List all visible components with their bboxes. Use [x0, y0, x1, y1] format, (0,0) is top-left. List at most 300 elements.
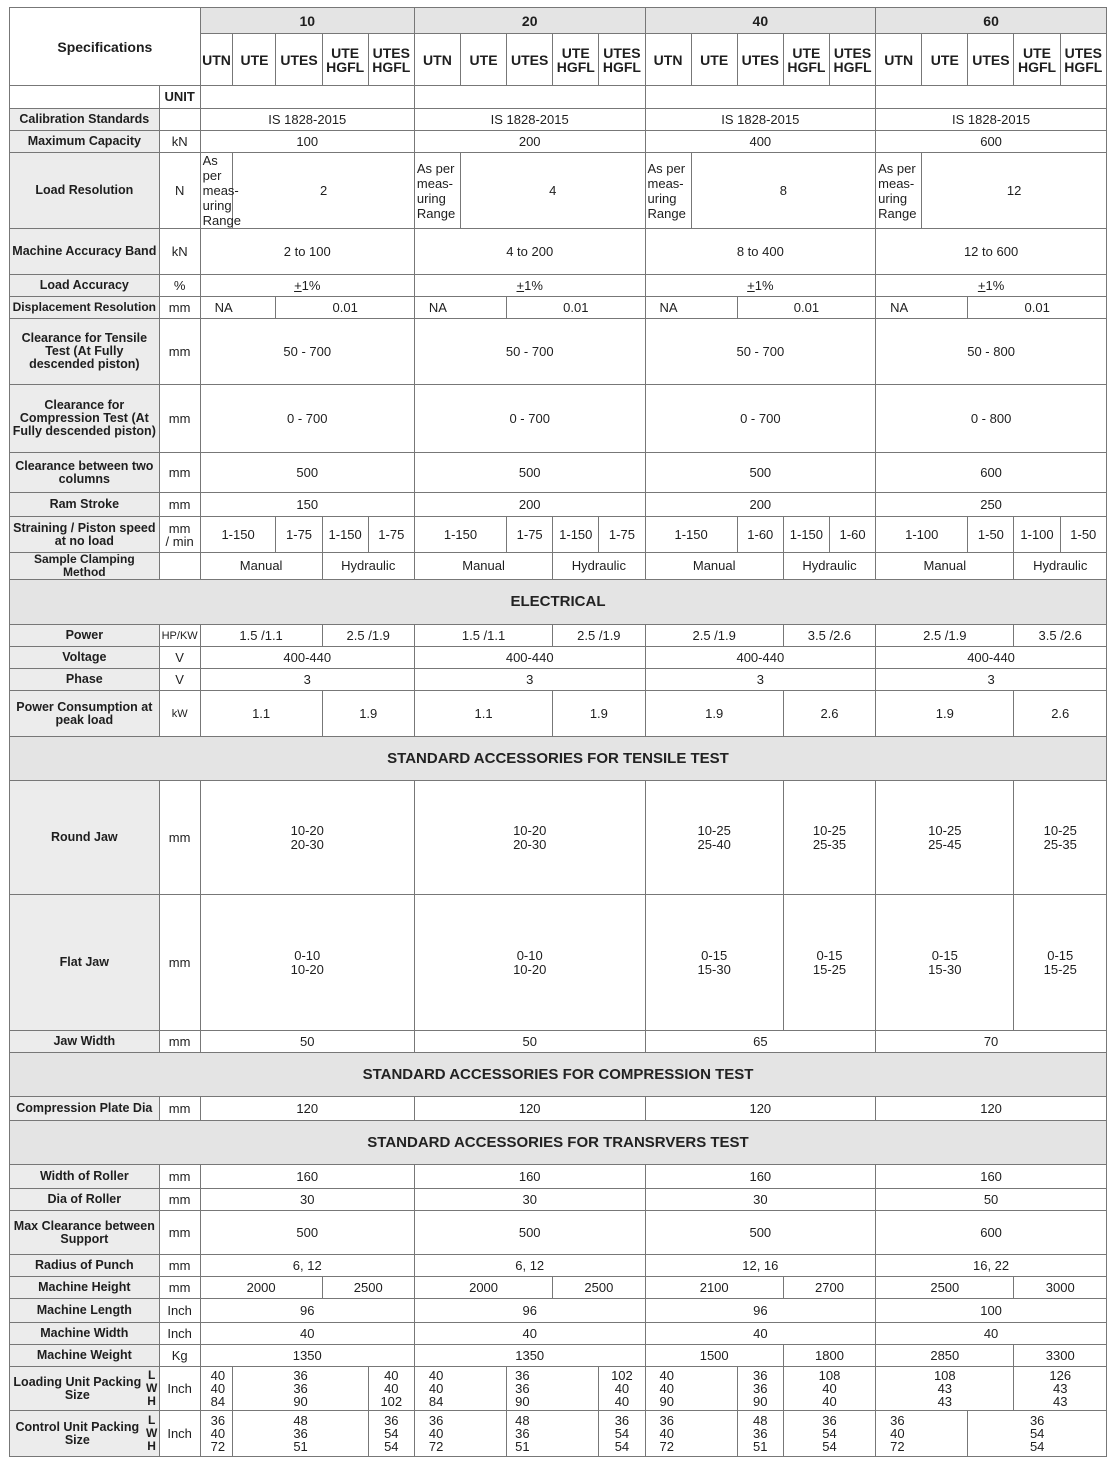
section-compression: [10, 1053, 1107, 1097]
value-cell: 160: [200, 1165, 414, 1189]
value-cell: IS 1828-2015: [414, 109, 645, 131]
value-cell: 36 36 90: [737, 1367, 783, 1411]
unit-cell: Inch: [159, 1411, 200, 1457]
value-cell: 10-25 25-40: [645, 781, 783, 895]
value-cell: 150: [200, 493, 414, 517]
row-label: Calibration Standards: [10, 109, 160, 131]
utn-note-cell: As per meas- uring Range: [645, 153, 691, 229]
value-cell: IS 1828-2015: [200, 109, 414, 131]
unit-cell: HP/KW: [159, 625, 200, 647]
value-cell: 3000: [1014, 1277, 1107, 1299]
value-cell: [200, 275, 414, 297]
value-cell: 36 40 72: [876, 1411, 968, 1457]
unit-cell: mm: [159, 493, 200, 517]
row-roller-width: [10, 1165, 1107, 1189]
value-cell: 10-25 25-35: [1014, 781, 1107, 895]
row-label: Load Resolution: [10, 153, 160, 229]
specifications-header: Specifications: [10, 8, 201, 86]
plus-minus-sign: +: [747, 277, 755, 293]
value-cell: 2.6: [1014, 691, 1107, 737]
model-header: UTES: [737, 34, 783, 86]
plus-minus-sign: +: [516, 277, 525, 293]
value-cell: 50 - 700: [200, 319, 414, 385]
value-cell: 1-150: [783, 517, 829, 553]
accuracy-value: 1%: [524, 277, 543, 293]
unit-cell: [159, 109, 200, 131]
value-cell: 0-15 15-25: [783, 895, 875, 1031]
value-cell: 2100: [645, 1277, 783, 1299]
model-header: UTE HGFL: [1014, 34, 1060, 86]
utn-note-cell: As per meas- uring Range: [414, 153, 460, 229]
row-load-accuracy: [10, 275, 1107, 297]
row-label: Machine Width: [10, 1323, 160, 1345]
empty-cell: [645, 86, 876, 109]
value-cell: Hydraulic: [553, 553, 645, 580]
value-cell: 2.5 /1.9: [876, 625, 1014, 647]
value-cell: 600: [876, 1211, 1107, 1255]
value-cell: IS 1828-2015: [645, 109, 876, 131]
spec-table: [9, 7, 1107, 1457]
unit-cell: Kg: [159, 1345, 200, 1367]
value-cell: 40 40 90: [645, 1367, 737, 1411]
value-cell: 3.5 /2.6: [1014, 625, 1107, 647]
value-cell: Manual: [876, 553, 1014, 580]
value-cell: 1-50: [1060, 517, 1106, 553]
value-cell: 126 43 43: [1014, 1367, 1107, 1411]
value-cell: 2.6: [783, 691, 875, 737]
value-cell: 2: [233, 153, 414, 229]
value-cell: Manual: [645, 553, 783, 580]
value-cell: Manual: [200, 553, 322, 580]
row-machine-weight: [10, 1345, 1107, 1367]
value-cell: 0.01: [737, 297, 875, 319]
value-cell: NA: [414, 297, 506, 319]
value-cell: 16, 22: [876, 1255, 1107, 1277]
unit-cell: %: [159, 275, 200, 297]
value-cell: 400-440: [876, 647, 1107, 669]
unit-cell: mm: [159, 1097, 200, 1121]
value-cell: 40: [876, 1323, 1107, 1345]
value-cell: 2.5 /1.9: [322, 625, 414, 647]
model-header: UTN: [645, 34, 691, 86]
capacity-header-60: 60: [876, 8, 1107, 34]
value-cell: 12 to 600: [876, 229, 1107, 275]
row-clearance-tensile: [10, 319, 1107, 385]
model-header: UTE: [691, 34, 737, 86]
empty-cell: [876, 86, 1107, 109]
value-cell: 10-25 25-35: [783, 781, 875, 895]
value-cell: 50 - 800: [876, 319, 1107, 385]
value-cell: 6, 12: [200, 1255, 414, 1277]
value-cell: 0.01: [276, 297, 414, 319]
value-cell: 1.5 /1.1: [200, 625, 322, 647]
value-cell: 200: [414, 493, 645, 517]
value-cell: 96: [200, 1299, 414, 1323]
row-label: Voltage: [10, 647, 160, 669]
value-cell: 120: [200, 1097, 414, 1121]
value-cell: 96: [414, 1299, 645, 1323]
row-label: Maximum Capacity: [10, 131, 160, 153]
unit-cell: mm: [159, 1255, 200, 1277]
plus-minus-sign: +: [294, 277, 302, 293]
unit-header: UNIT: [159, 86, 200, 109]
unit-cell: kN: [159, 229, 200, 275]
model-header: UTE HGFL: [783, 34, 829, 86]
value-cell: 96: [645, 1299, 876, 1323]
unit-header-row: [10, 86, 1107, 109]
row-label: Flat Jaw: [10, 895, 160, 1031]
value-cell: 0 - 800: [876, 385, 1107, 453]
unit-cell: [159, 553, 200, 580]
value-cell: 36 54 54: [368, 1411, 414, 1457]
value-cell: 0-15 15-30: [645, 895, 783, 1031]
value-cell: 70: [876, 1031, 1107, 1053]
value-cell: 1-150: [645, 517, 737, 553]
value-cell: 4 to 200: [414, 229, 645, 275]
value-cell: 400-440: [414, 647, 645, 669]
value-cell: 48 36 51: [233, 1411, 368, 1457]
value-cell: 2500: [553, 1277, 645, 1299]
unit-cell: Inch: [159, 1367, 200, 1411]
value-cell: 100: [200, 131, 414, 153]
value-cell: 0.01: [968, 297, 1107, 319]
section-title: STANDARD ACCESSORIES FOR COMPRESSION TEST: [10, 1053, 1107, 1097]
value-cell: 1-75: [276, 517, 322, 553]
value-cell: 0-10 10-20: [200, 895, 414, 1031]
value-cell: 1.1: [414, 691, 552, 737]
value-cell: NA: [876, 297, 968, 319]
value-cell: 0-15 15-30: [876, 895, 1014, 1031]
value-cell: 30: [645, 1189, 876, 1211]
unit-cell: mm: [159, 1189, 200, 1211]
value-cell: 102 40 40: [599, 1367, 645, 1411]
capacity-header-40: 40: [645, 8, 876, 34]
value-cell: 120: [876, 1097, 1107, 1121]
value-cell: 1800: [783, 1345, 875, 1367]
row-label: Clearance for Tensile Test (At Fully descended piston): [10, 319, 160, 385]
row-label: Machine Weight: [10, 1345, 160, 1367]
value-cell: 2 to 100: [200, 229, 414, 275]
value-cell: 2.5 /1.9: [645, 625, 783, 647]
row-power: [10, 625, 1107, 647]
section-tensile: [10, 737, 1107, 781]
section-title: STANDARD ACCESSORIES FOR TRANSRVERS TEST: [10, 1121, 1107, 1165]
value-cell: 1.9: [322, 691, 414, 737]
utn-note-cell: As per meas- uring Range: [200, 153, 233, 229]
loading-pack-label-wrap: [10, 1369, 159, 1408]
value-cell: 50: [414, 1031, 645, 1053]
model-header: UTN: [876, 34, 922, 86]
unit-cell: mm: [159, 319, 200, 385]
row-label: Machine Height: [10, 1277, 160, 1299]
row-label: Clearance between two columns: [10, 453, 160, 493]
unit-cell: V: [159, 647, 200, 669]
model-header: UTN: [200, 34, 233, 86]
row-displacement: [10, 297, 1107, 319]
row-label: Dia of Roller: [10, 1189, 160, 1211]
unit-cell: mm: [159, 453, 200, 493]
value-cell: 1-150: [553, 517, 599, 553]
row-loading-pack: [10, 1367, 1107, 1411]
value-cell: 1-150: [414, 517, 506, 553]
value-cell: 2000: [200, 1277, 322, 1299]
row-max-capacity: [10, 131, 1107, 153]
unit-cell: mm / min: [159, 517, 200, 553]
row-label: Radius of Punch: [10, 1255, 160, 1277]
value-cell: 1-100: [876, 517, 968, 553]
unit-cell: mm: [159, 1031, 200, 1053]
accuracy-value: 1%: [985, 277, 1005, 293]
row-machine-length: [10, 1299, 1107, 1323]
unit-cell: mm: [159, 1165, 200, 1189]
value-cell: 6, 12: [414, 1255, 645, 1277]
value-cell: 160: [414, 1165, 645, 1189]
row-ram-stroke: [10, 493, 1107, 517]
value-cell: 200: [414, 131, 645, 153]
unit-cell: mm: [159, 297, 200, 319]
lwh-label: L W H: [145, 1413, 158, 1453]
value-cell: 2700: [783, 1277, 875, 1299]
model-header: UTE HGFL: [322, 34, 368, 86]
value-cell: 36 54 54: [783, 1411, 875, 1457]
value-cell: 600: [876, 453, 1107, 493]
value-cell: 2500: [876, 1277, 1014, 1299]
model-header: UTE: [461, 34, 507, 86]
row-voltage: [10, 647, 1107, 669]
value-cell: 1.9: [876, 691, 1014, 737]
row-label: Control Unit Packing Size: [15, 1419, 140, 1447]
row-punch-radius: [10, 1255, 1107, 1277]
row-clearance-compression: [10, 385, 1107, 453]
value-cell: Manual: [414, 553, 552, 580]
value-cell: NA: [200, 297, 276, 319]
value-cell: 100: [876, 1299, 1107, 1323]
value-cell: 36 36 90: [507, 1367, 599, 1411]
model-header: UTES: [276, 34, 322, 86]
value-cell: 1-60: [737, 517, 783, 553]
value-cell: 1-100: [1014, 517, 1060, 553]
value-cell: 0 - 700: [200, 385, 414, 453]
row-label: Width of Roller: [10, 1165, 160, 1189]
value-cell: 1-75: [599, 517, 645, 553]
value-cell: 1500: [645, 1345, 783, 1367]
value-cell: 10-20 20-30: [200, 781, 414, 895]
model-header: UTE: [233, 34, 276, 86]
value-cell: 160: [876, 1165, 1107, 1189]
value-cell: 12, 16: [645, 1255, 876, 1277]
row-flat-jaw: [10, 895, 1107, 1031]
value-cell: 400: [645, 131, 876, 153]
value-cell: 1-75: [507, 517, 553, 553]
value-cell: 200: [645, 493, 876, 517]
value-cell: 160: [645, 1165, 876, 1189]
value-cell: 120: [645, 1097, 876, 1121]
value-cell: 50: [200, 1031, 414, 1053]
value-cell: 500: [414, 453, 645, 493]
capacity-header-20: 20: [414, 8, 645, 34]
value-cell: 500: [200, 1211, 414, 1255]
value-cell: 3: [876, 669, 1107, 691]
value-cell: Hydraulic: [1014, 553, 1107, 580]
empty-cell: [200, 86, 414, 109]
model-header: UTES HGFL: [1060, 34, 1106, 86]
value-cell: 36 40 72: [645, 1411, 737, 1457]
section-transverse: [10, 1121, 1107, 1165]
model-header: UTES HGFL: [599, 34, 645, 86]
value-cell: 1350: [200, 1345, 414, 1367]
value-cell: 1-50: [968, 517, 1014, 553]
value-cell: 40 40 84: [414, 1367, 506, 1411]
value-cell: 120: [414, 1097, 645, 1121]
unit-cell: mm: [159, 895, 200, 1031]
unit-cell: mm: [159, 781, 200, 895]
value-cell: 3.5 /2.6: [783, 625, 875, 647]
row-label: Max Clearance between Support: [10, 1211, 160, 1255]
value-cell: 1-60: [829, 517, 875, 553]
value-cell: 0 - 700: [414, 385, 645, 453]
value-cell: 50: [876, 1189, 1107, 1211]
value-cell: 2500: [322, 1277, 414, 1299]
value-cell: 3: [200, 669, 414, 691]
row-label: Power: [10, 625, 160, 647]
row-machine-height: [10, 1277, 1107, 1299]
unit-cell: Inch: [159, 1323, 200, 1345]
value-cell: 0-15 15-25: [1014, 895, 1107, 1031]
row-label: Clearance for Compression Test (At Fully descended piston): [10, 385, 160, 453]
row-roller-dia: [10, 1189, 1107, 1211]
value-cell: 10-20 20-30: [414, 781, 645, 895]
value-cell: [645, 275, 876, 297]
value-cell: 40: [645, 1323, 876, 1345]
empty-cell: [414, 86, 645, 109]
value-cell: 500: [414, 1211, 645, 1255]
value-cell: 2850: [876, 1345, 1014, 1367]
value-cell: 250: [876, 493, 1107, 517]
row-plate-dia: [10, 1097, 1107, 1121]
accuracy-value: 1%: [301, 277, 321, 293]
value-cell: IS 1828-2015: [876, 109, 1107, 131]
control-pack-label-cell: [10, 1411, 160, 1457]
capacity-header-10: 10: [200, 8, 414, 34]
row-straining: [10, 517, 1107, 553]
row-max-clearance: [10, 1211, 1107, 1255]
unit-cell: mm: [159, 1211, 200, 1255]
unit-cell: kW: [159, 691, 200, 737]
row-machine-width: [10, 1323, 1107, 1345]
section-electrical: [10, 580, 1107, 625]
row-label: Machine Length: [10, 1299, 160, 1323]
value-cell: 2000: [414, 1277, 552, 1299]
row-label: Round Jaw: [10, 781, 160, 895]
row-label: Displacement Resolution: [10, 297, 160, 319]
value-cell: 50 - 700: [645, 319, 876, 385]
value-cell: 3: [645, 669, 876, 691]
row-label: Ram Stroke: [10, 493, 160, 517]
row-accuracy-band: [10, 229, 1107, 275]
utn-note-cell: As per meas- uring Range: [876, 153, 922, 229]
value-cell: 30: [200, 1189, 414, 1211]
spec-table-wrap: [9, 7, 1107, 1457]
unit-cell: V: [159, 669, 200, 691]
row-round-jaw: [10, 781, 1107, 895]
row-label: Power Consumption at peak load: [10, 691, 160, 737]
unit-cell: N: [159, 153, 200, 229]
value-cell: NA: [645, 297, 737, 319]
value-cell: 600: [876, 131, 1107, 153]
model-header: UTES: [968, 34, 1014, 86]
value-cell: 1-150: [322, 517, 368, 553]
value-cell: 36 40 72: [200, 1411, 233, 1457]
plus-minus-sign: +: [977, 277, 986, 293]
value-cell: 0 - 700: [645, 385, 876, 453]
row-label: Compression Plate Dia: [10, 1097, 160, 1121]
unit-cell: mm: [159, 385, 200, 453]
value-cell: 30: [414, 1189, 645, 1211]
unit-cell: Inch: [159, 1299, 200, 1323]
value-cell: 36 40 72: [414, 1411, 506, 1457]
row-label: Loading Unit Packing Size: [13, 1374, 142, 1402]
value-cell: 1.9: [553, 691, 645, 737]
model-header: UTES HGFL: [368, 34, 414, 86]
model-header: UTN: [414, 34, 460, 86]
value-cell: 40 40 102: [368, 1367, 414, 1411]
value-cell: Hydraulic: [783, 553, 875, 580]
value-cell: 1-150: [200, 517, 276, 553]
value-cell: 400-440: [645, 647, 876, 669]
value-cell: 1.9: [645, 691, 783, 737]
value-cell: 8 to 400: [645, 229, 876, 275]
value-cell: 3300: [1014, 1345, 1107, 1367]
model-header: UTES: [507, 34, 553, 86]
row-load-resolution: [10, 153, 1107, 229]
value-cell: 500: [645, 453, 876, 493]
control-pack-label-wrap: [10, 1414, 159, 1453]
value-cell: 3: [414, 669, 645, 691]
value-cell: 1.1: [200, 691, 322, 737]
value-cell: 500: [200, 453, 414, 493]
value-cell: 0-10 10-20: [414, 895, 645, 1031]
value-cell: 1350: [414, 1345, 645, 1367]
value-cell: 36 36 90: [233, 1367, 368, 1411]
value-cell: 50 - 700: [414, 319, 645, 385]
section-title: STANDARD ACCESSORIES FOR TENSILE TEST: [10, 737, 1107, 781]
row-jaw-width: [10, 1031, 1107, 1053]
value-cell: 40: [414, 1323, 645, 1345]
value-cell: 8: [691, 153, 876, 229]
value-cell: 36 54 54: [599, 1411, 645, 1457]
value-cell: [876, 275, 1107, 297]
row-label: Straining / Piston speed at no load: [10, 517, 160, 553]
unit-cell: mm: [159, 1277, 200, 1299]
loading-pack-label-cell: [10, 1367, 160, 1411]
value-cell: 10-25 25-45: [876, 781, 1014, 895]
row-label: Phase: [10, 669, 160, 691]
model-header: UTE: [922, 34, 968, 86]
model-header: UTES HGFL: [829, 34, 875, 86]
value-cell: [414, 275, 645, 297]
value-cell: 65: [645, 1031, 876, 1053]
row-control-pack: [10, 1411, 1107, 1457]
unit-cell: kN: [159, 131, 200, 153]
lwh-label: L W H: [145, 1368, 158, 1408]
value-cell: 108 43 43: [876, 1367, 1014, 1411]
value-cell: 4: [461, 153, 646, 229]
row-clearance-columns: [10, 453, 1107, 493]
value-cell: 40: [200, 1323, 414, 1345]
value-cell: 40 40 84: [200, 1367, 233, 1411]
row-calibration: [10, 109, 1107, 131]
row-consumption: [10, 691, 1107, 737]
